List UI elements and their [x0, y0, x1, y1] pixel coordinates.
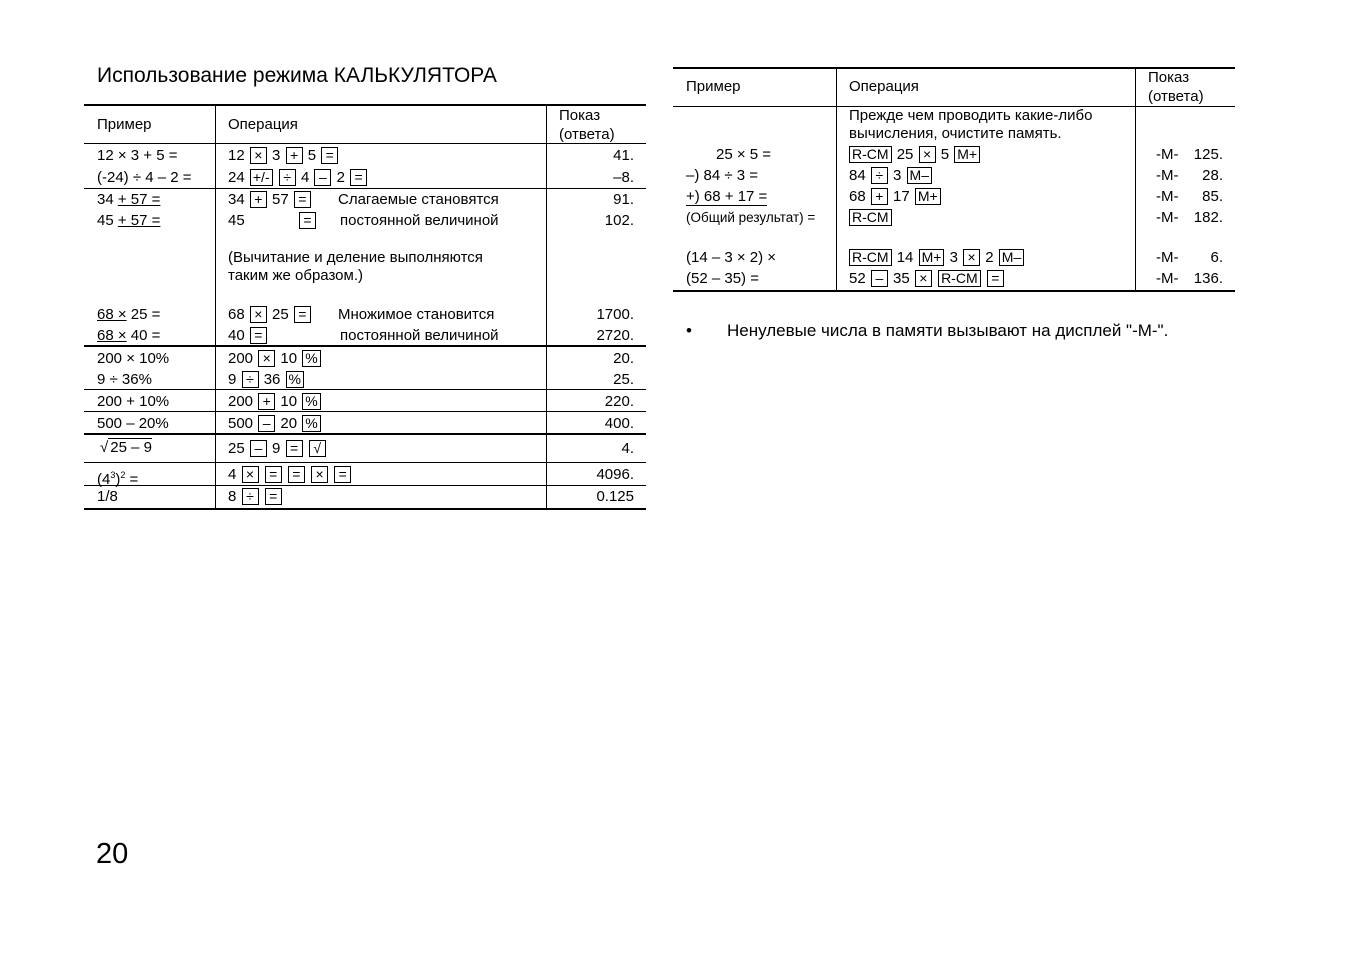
plus-key: +: [286, 147, 303, 164]
result-cell: 4.: [621, 440, 634, 457]
result-cell: 25.: [613, 371, 634, 388]
example-cell: 34 + 57 =: [97, 191, 161, 208]
header-display-sub: (ответа): [1148, 88, 1204, 105]
memory-recall-clear-key: R-CM: [849, 249, 892, 266]
memory-indicator: -M-: [1156, 209, 1179, 226]
minus-key: –: [871, 270, 888, 287]
operation-note: Слагаемые становятся: [338, 191, 499, 208]
equals-key: =: [286, 440, 303, 457]
equals-key: =: [265, 466, 282, 483]
equals-key: =: [334, 466, 351, 483]
operation-cell: 84 ÷ 3 M–: [849, 167, 933, 185]
operation-cell: R-CM 25 × 5 M+: [848, 146, 981, 164]
sqrt-key: √: [309, 440, 326, 457]
equals-key: =: [294, 191, 311, 208]
operation-cell: 40 =: [228, 327, 268, 345]
operation-cell: 200 + 10 %: [228, 393, 322, 411]
equals-key: =: [299, 212, 316, 229]
memory-plus-key: M+: [919, 249, 945, 266]
minus-key: –: [250, 440, 267, 457]
result-cell: 182.: [1193, 209, 1223, 226]
example-cell: (-24) ÷ 4 – 2 =: [97, 169, 192, 186]
header-operation: Операция: [849, 78, 919, 95]
result-cell: 125.: [1193, 146, 1223, 163]
operation-cell: 4 × = = × =: [228, 466, 352, 484]
divide-key: ÷: [871, 167, 888, 184]
intro-note: вычисления, очистите память.: [849, 125, 1062, 142]
plus-key: +: [258, 393, 275, 410]
times-key: ×: [250, 306, 267, 323]
operation-cell: 34 + 57 =: [228, 191, 312, 209]
operation-note: таким же образом.): [228, 267, 363, 284]
result-cell: 4096.: [596, 466, 634, 483]
equals-key: =: [265, 488, 282, 505]
divide-key: ÷: [242, 488, 259, 505]
equals-key: =: [350, 169, 367, 186]
memory-minus-key: M–: [999, 249, 1024, 266]
header-example: Пример: [97, 116, 152, 133]
equals-key: =: [321, 147, 338, 164]
result-cell: 400.: [604, 415, 634, 432]
memory-indicator: -M-: [1156, 270, 1179, 287]
memory-note: Ненулевые числа в памяти вызывают на дисплей "-M-".: [727, 321, 1169, 340]
memory-indicator: -M-: [1156, 167, 1179, 184]
example-cell: 12 × 3 + 5 =: [97, 147, 178, 164]
operation-cell: 52 – 35 × R-CM =: [849, 270, 1005, 288]
operation-cell: [848, 209, 893, 227]
operation-cell: 200 × 10 %: [228, 350, 322, 368]
operation-cell: 9 ÷ 36 %: [228, 371, 305, 389]
example-cell: 25 × 5 =: [716, 146, 772, 163]
example-cell: +) 68 + 17 =: [686, 188, 768, 205]
result-cell: 0.125: [596, 488, 634, 505]
memory-recall-clear-key: R-CM: [849, 146, 892, 163]
sqrt-sign: √: [100, 439, 109, 456]
page-title: Использование режима КАЛЬКУЛЯТОРА: [97, 64, 497, 87]
operation-cell: 68 + 17 M+: [849, 188, 942, 206]
times-key: ×: [258, 350, 275, 367]
example-cell: √ 25 – 9: [100, 439, 152, 456]
result-cell: 1700.: [596, 306, 634, 323]
example-cell: –) 84 ÷ 3 =: [686, 167, 759, 184]
percent-key: %: [302, 350, 320, 367]
operation-cell: 500 – 20 %: [228, 415, 322, 433]
percent-key: %: [302, 415, 320, 432]
example-cell: $(4^3)^2$ =: [97, 470, 139, 488]
times-key: ×: [250, 147, 267, 164]
times-key: ×: [915, 270, 932, 287]
plus-key: +: [250, 191, 267, 208]
equals-key: =: [294, 306, 311, 323]
times-key: ×: [919, 146, 936, 163]
intro-note: Прежде чем проводить какие-либо: [849, 107, 1093, 124]
divide-key: ÷: [279, 169, 296, 186]
percent-key: %: [302, 393, 320, 410]
header-display-sub: (ответа): [559, 126, 615, 143]
operation-cell: 12 × 3 + 5 =: [228, 147, 339, 165]
equals-key: =: [250, 327, 267, 344]
percent-key: %: [286, 371, 304, 388]
memory-recall-clear-key: R-CM: [849, 209, 892, 226]
sign-change-key: +/-: [250, 169, 273, 186]
operation-cell: R-CM 14 M+ 3 × 2 M–: [848, 249, 1025, 267]
plus-key: +: [871, 188, 888, 205]
result-cell: 20.: [613, 350, 634, 367]
result-cell: 28.: [1202, 167, 1223, 184]
example-cell: 68 × 25 =: [97, 306, 161, 323]
equals-key: =: [288, 466, 305, 483]
result-cell: 220.: [604, 393, 634, 410]
operation-note: постоянной величиной: [340, 212, 499, 229]
times-key: ×: [311, 466, 328, 483]
memory-recall-clear-key: R-CM: [938, 270, 981, 287]
page-number: 20: [96, 838, 129, 870]
example-cell: 200 × 10%: [97, 350, 170, 367]
header-display: Показ: [559, 107, 601, 124]
operation-cell: 45: [228, 212, 245, 229]
result-cell: 2720.: [596, 327, 634, 344]
bullet-point: •: [686, 321, 692, 340]
operation-cell: 24 +/- ÷ 4 – 2 =: [228, 169, 368, 187]
memory-plus-key: M+: [915, 188, 941, 205]
memory-indicator: -M-: [1156, 249, 1179, 266]
operation-cell: 8 ÷ =: [228, 488, 283, 506]
minus-key: –: [258, 415, 275, 432]
times-key: ×: [242, 466, 259, 483]
operation-note: постоянной величиной: [340, 327, 499, 344]
operation-key: [298, 212, 317, 230]
header-example: Пример: [686, 78, 741, 95]
memory-indicator: -M-: [1156, 146, 1179, 163]
memory-minus-key: M–: [907, 167, 932, 184]
operation-note: Множимое становится: [338, 306, 495, 323]
result-cell: 41.: [613, 147, 634, 164]
header-display: Показ: [1148, 69, 1190, 86]
example-cell: 500 – 20%: [97, 415, 169, 432]
minus-key: –: [314, 169, 331, 186]
operation-cell: 25 – 9 = √: [228, 440, 327, 458]
example-cell: 45 + 57 =: [97, 212, 161, 229]
example-cell: 200 + 10%: [97, 393, 170, 410]
result-cell: –8.: [613, 169, 634, 186]
times-key: ×: [963, 249, 980, 266]
divide-key: ÷: [242, 371, 259, 388]
operation-note: (Вычитание и деление выполняются: [228, 249, 483, 266]
example-cell: (14 – 3 × 2) ×: [686, 249, 777, 266]
example-cell: (52 – 35) =: [686, 270, 759, 287]
header-operation: Операция: [228, 116, 298, 133]
example-cell: 68 × 40 =: [97, 327, 161, 344]
memory-indicator: -M-: [1156, 188, 1179, 205]
result-cell: 102.: [604, 212, 634, 229]
example-cell: 1/8: [97, 488, 118, 505]
equals-key: =: [987, 270, 1004, 287]
operation-cell: 68 × 25 =: [228, 306, 312, 324]
result-cell: 6.: [1210, 249, 1223, 266]
result-cell: 136.: [1193, 270, 1223, 287]
example-cell: (Общий результат) =: [686, 210, 816, 225]
result-cell: 85.: [1202, 188, 1223, 205]
example-cell: 9 ÷ 36%: [97, 371, 152, 388]
result-cell: 91.: [613, 191, 634, 208]
memory-plus-key: M+: [954, 146, 980, 163]
